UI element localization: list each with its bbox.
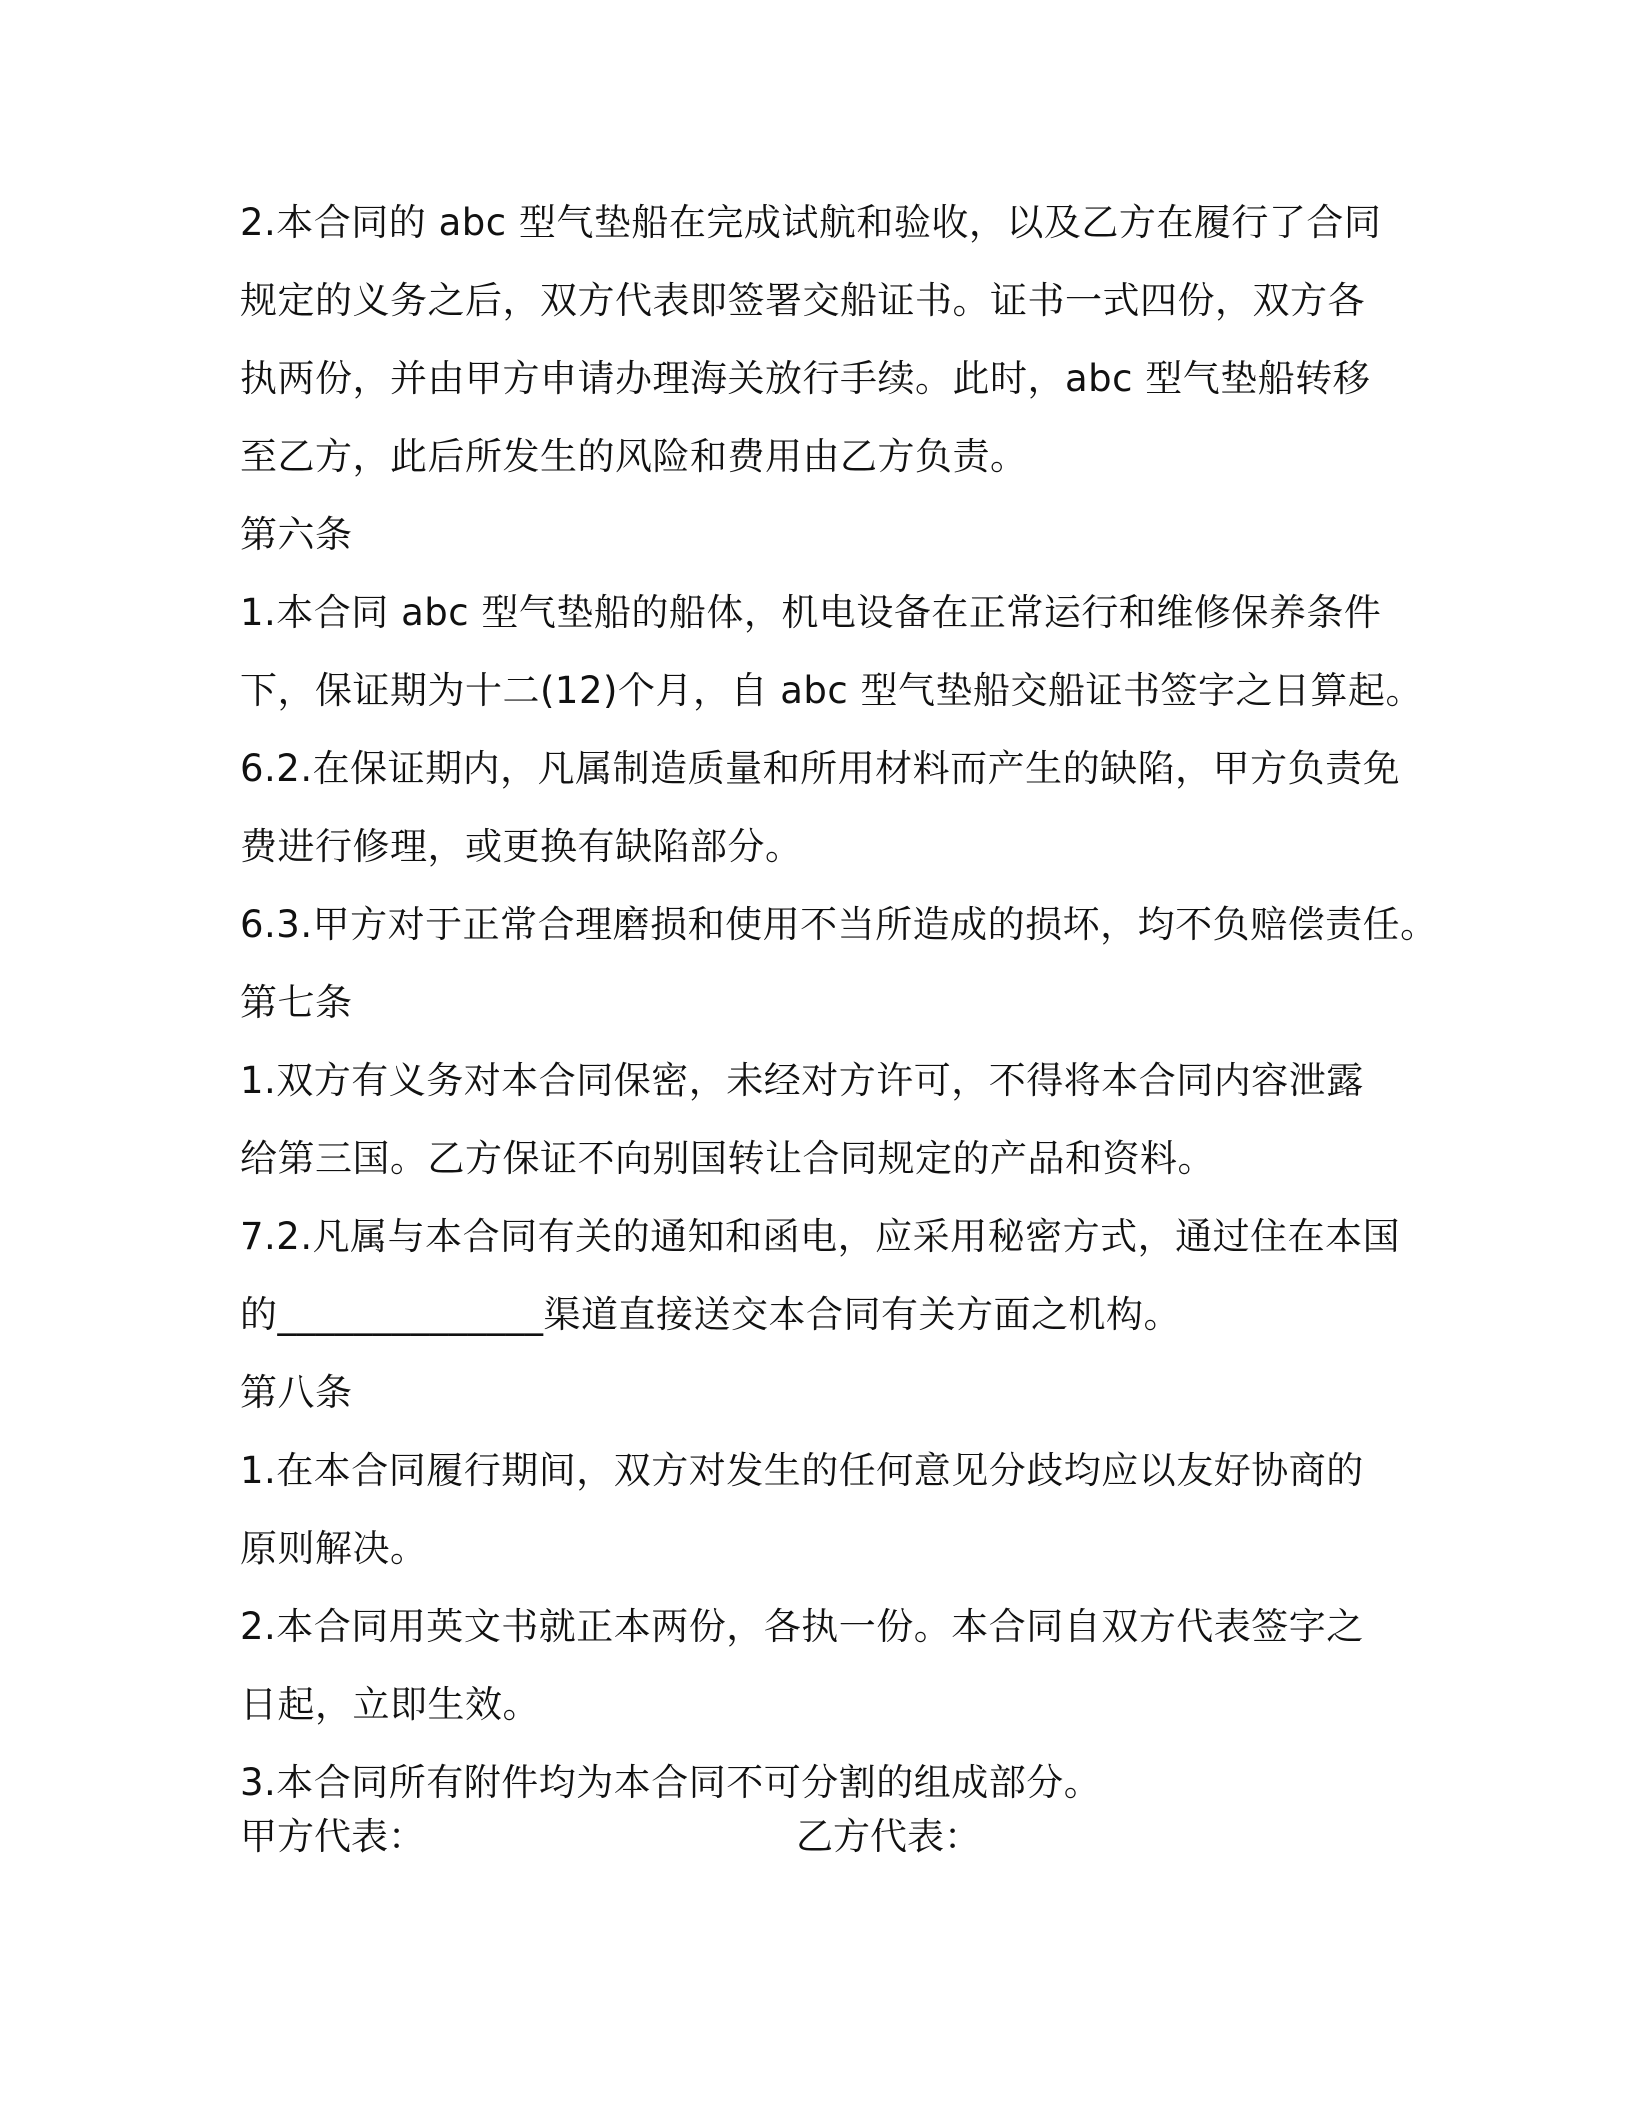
text-line: 6.3.甲方对于正常合理磨损和使用不当所造成的损坏，均不负赔偿责任。 [240, 903, 1438, 946]
article-heading: 第八条 [240, 1371, 353, 1414]
article-heading: 第七条 [240, 981, 353, 1024]
text-line: 2.本合同的 abc 型气垫船在完成试航和验收，以及乙方在履行了合同 [240, 201, 1382, 244]
text-line: 原则解决。 [240, 1527, 428, 1570]
text-line: 6.2.在保证期内，凡属制造质量和所用材料而产生的缺陷，甲方负责免 [240, 747, 1401, 790]
text-line: 1.在本合同履行期间，双方对发生的任何意见分歧均应以友好协商的 [240, 1449, 1364, 1492]
text-line: 执两份，并由甲方申请办理海关放行手续。此时，abc 型气垫船转移 [240, 357, 1371, 400]
text-line: 3.本合同所有附件均为本合同不可分割的组成部分。 [240, 1761, 1102, 1804]
party-a-representative-label: 甲方代表： [240, 1815, 425, 1858]
text-line: 1.双方有义务对本合同保密，未经对方许可，不得将本合同内容泄露 [240, 1059, 1364, 1102]
text-line: 2.本合同用英文书就正本两份，各执一份。本合同自双方代表签字之 [240, 1605, 1364, 1648]
article-heading: 第六条 [240, 513, 353, 556]
party-b-representative-label: 乙方代表： [796, 1815, 981, 1858]
text-line: 的______________渠道直接送交本合同有关方面之机构。 [240, 1293, 1181, 1336]
text-line: 规定的义务之后，双方代表即签署交船证书。证书一式四份，双方各 [240, 279, 1365, 322]
text-line: 下，保证期为十二(12)个月，自 abc 型气垫船交船证书签字之日算起。 [240, 669, 1423, 712]
text-line: 日起，立即生效。 [240, 1683, 540, 1726]
text-line: 给第三国。乙方保证不向别国转让合同规定的产品和资料。 [240, 1137, 1215, 1180]
text-line: 7.2.凡属与本合同有关的通知和函电，应采用秘密方式，通过住在本国 [240, 1215, 1401, 1258]
text-line: 费进行修理，或更换有缺陷部分。 [240, 825, 803, 868]
signature-block [240, 1798, 1420, 1876]
text-line: 1.本合同 abc 型气垫船的船体，机电设备在正常运行和维修保养条件 [240, 591, 1382, 634]
contract-body [240, 184, 1438, 1822]
text-line: 至乙方，此后所发生的风险和费用由乙方负责。 [240, 435, 1028, 478]
